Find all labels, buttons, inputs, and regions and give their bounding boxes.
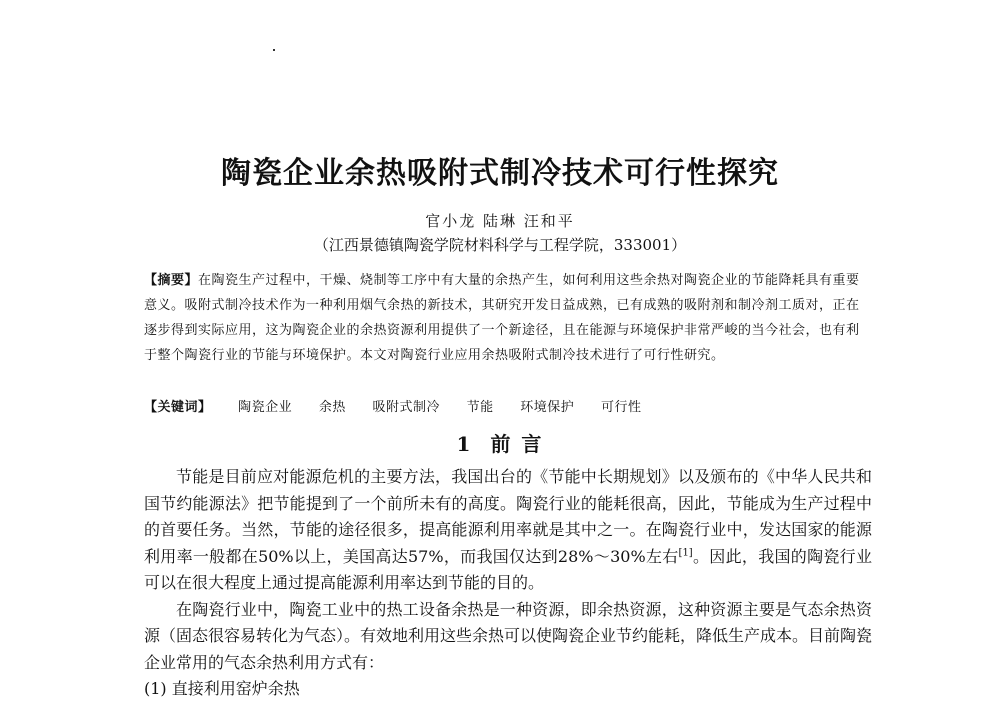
scan-speck (273, 49, 275, 51)
keyword: 陶瓷企业 (238, 400, 293, 415)
paper-title: 陶瓷企业余热吸附式制冷技术可行性探究 (221, 156, 779, 191)
section-heading (0, 428, 1000, 457)
keywords-label: 【关键词】 (144, 400, 212, 415)
affiliation: （江西景德镇陶瓷学院材料科学与工程学院，333001） (313, 236, 687, 254)
authors: 官小龙 陆琳 汪和平 (425, 212, 575, 230)
body-text (144, 464, 872, 703)
abstract-label: 【摘要】 (144, 273, 199, 288)
citation: [1] (678, 547, 693, 559)
keyword: 可行性 (600, 400, 642, 415)
section-title: 前 言 (490, 432, 544, 456)
paragraph (144, 464, 872, 597)
paragraph-text: 。因此，我国的陶瓷行业可以在很大程度上通过提高能源利用率达到节能的目的。 (144, 546, 872, 592)
abstract-text: 在陶瓷生产过程中，干燥、烧制等工序中有大量的余热产生，如何利用这些余热对陶瓷企业的节能降耗具有重要意义。吸附式制冷技术作为一种利用烟气余热的新技术，其研究开发日益成熟，已有成熟的吸附剂和制冷剂工质对，正在逐步得到实际应用，这为陶瓷企业的余热资源利用提供了一个新途径，且在能源与环境保护非常严峻的当今社会，也有利于整个陶瓷行业的节能与环境保护。本文对陶瓷行业应用余热吸附式制冷技术进行了可行性研究。 (144, 273, 860, 363)
paragraph: 在陶瓷行业中，陶瓷工业中的热工设备余热是一种资源，即余热资源，这种资源主要是气态余热资源（固态很容易转化为气态）。有效地利用这些余热可以使陶瓷企业节约能耗，降低生产成本。目前陶瓷企业常用的气态余热利用方式有： (144, 599, 873, 672)
abstract (144, 268, 864, 368)
keyword: 吸附式制冷 (372, 400, 440, 415)
keyword: 余热 (318, 400, 346, 415)
section-number: 1 (456, 432, 473, 456)
list-item: (1) 直接利用窑炉余热 (144, 679, 300, 698)
paragraph-text: 节能是目前应对能源危机的主要方法，我国出台的《节能中长期规划》以及颁布的《中华人民共和国节约能源法》把节能提到了一个前所未有的高度。陶瓷行业的能耗很高，因此，节能成为生产过程中的首要任务。当然，节能的途径很多，提高能源利用率就是其中之一。在陶瓷行业中，发达国家的能源利用率一般都在50%以上，美国高达57%，而我国仅达到28%～30%左右 (144, 467, 872, 566)
keyword: 节能 (466, 400, 494, 415)
keywords (144, 396, 641, 415)
keyword: 环境保护 (520, 400, 575, 415)
